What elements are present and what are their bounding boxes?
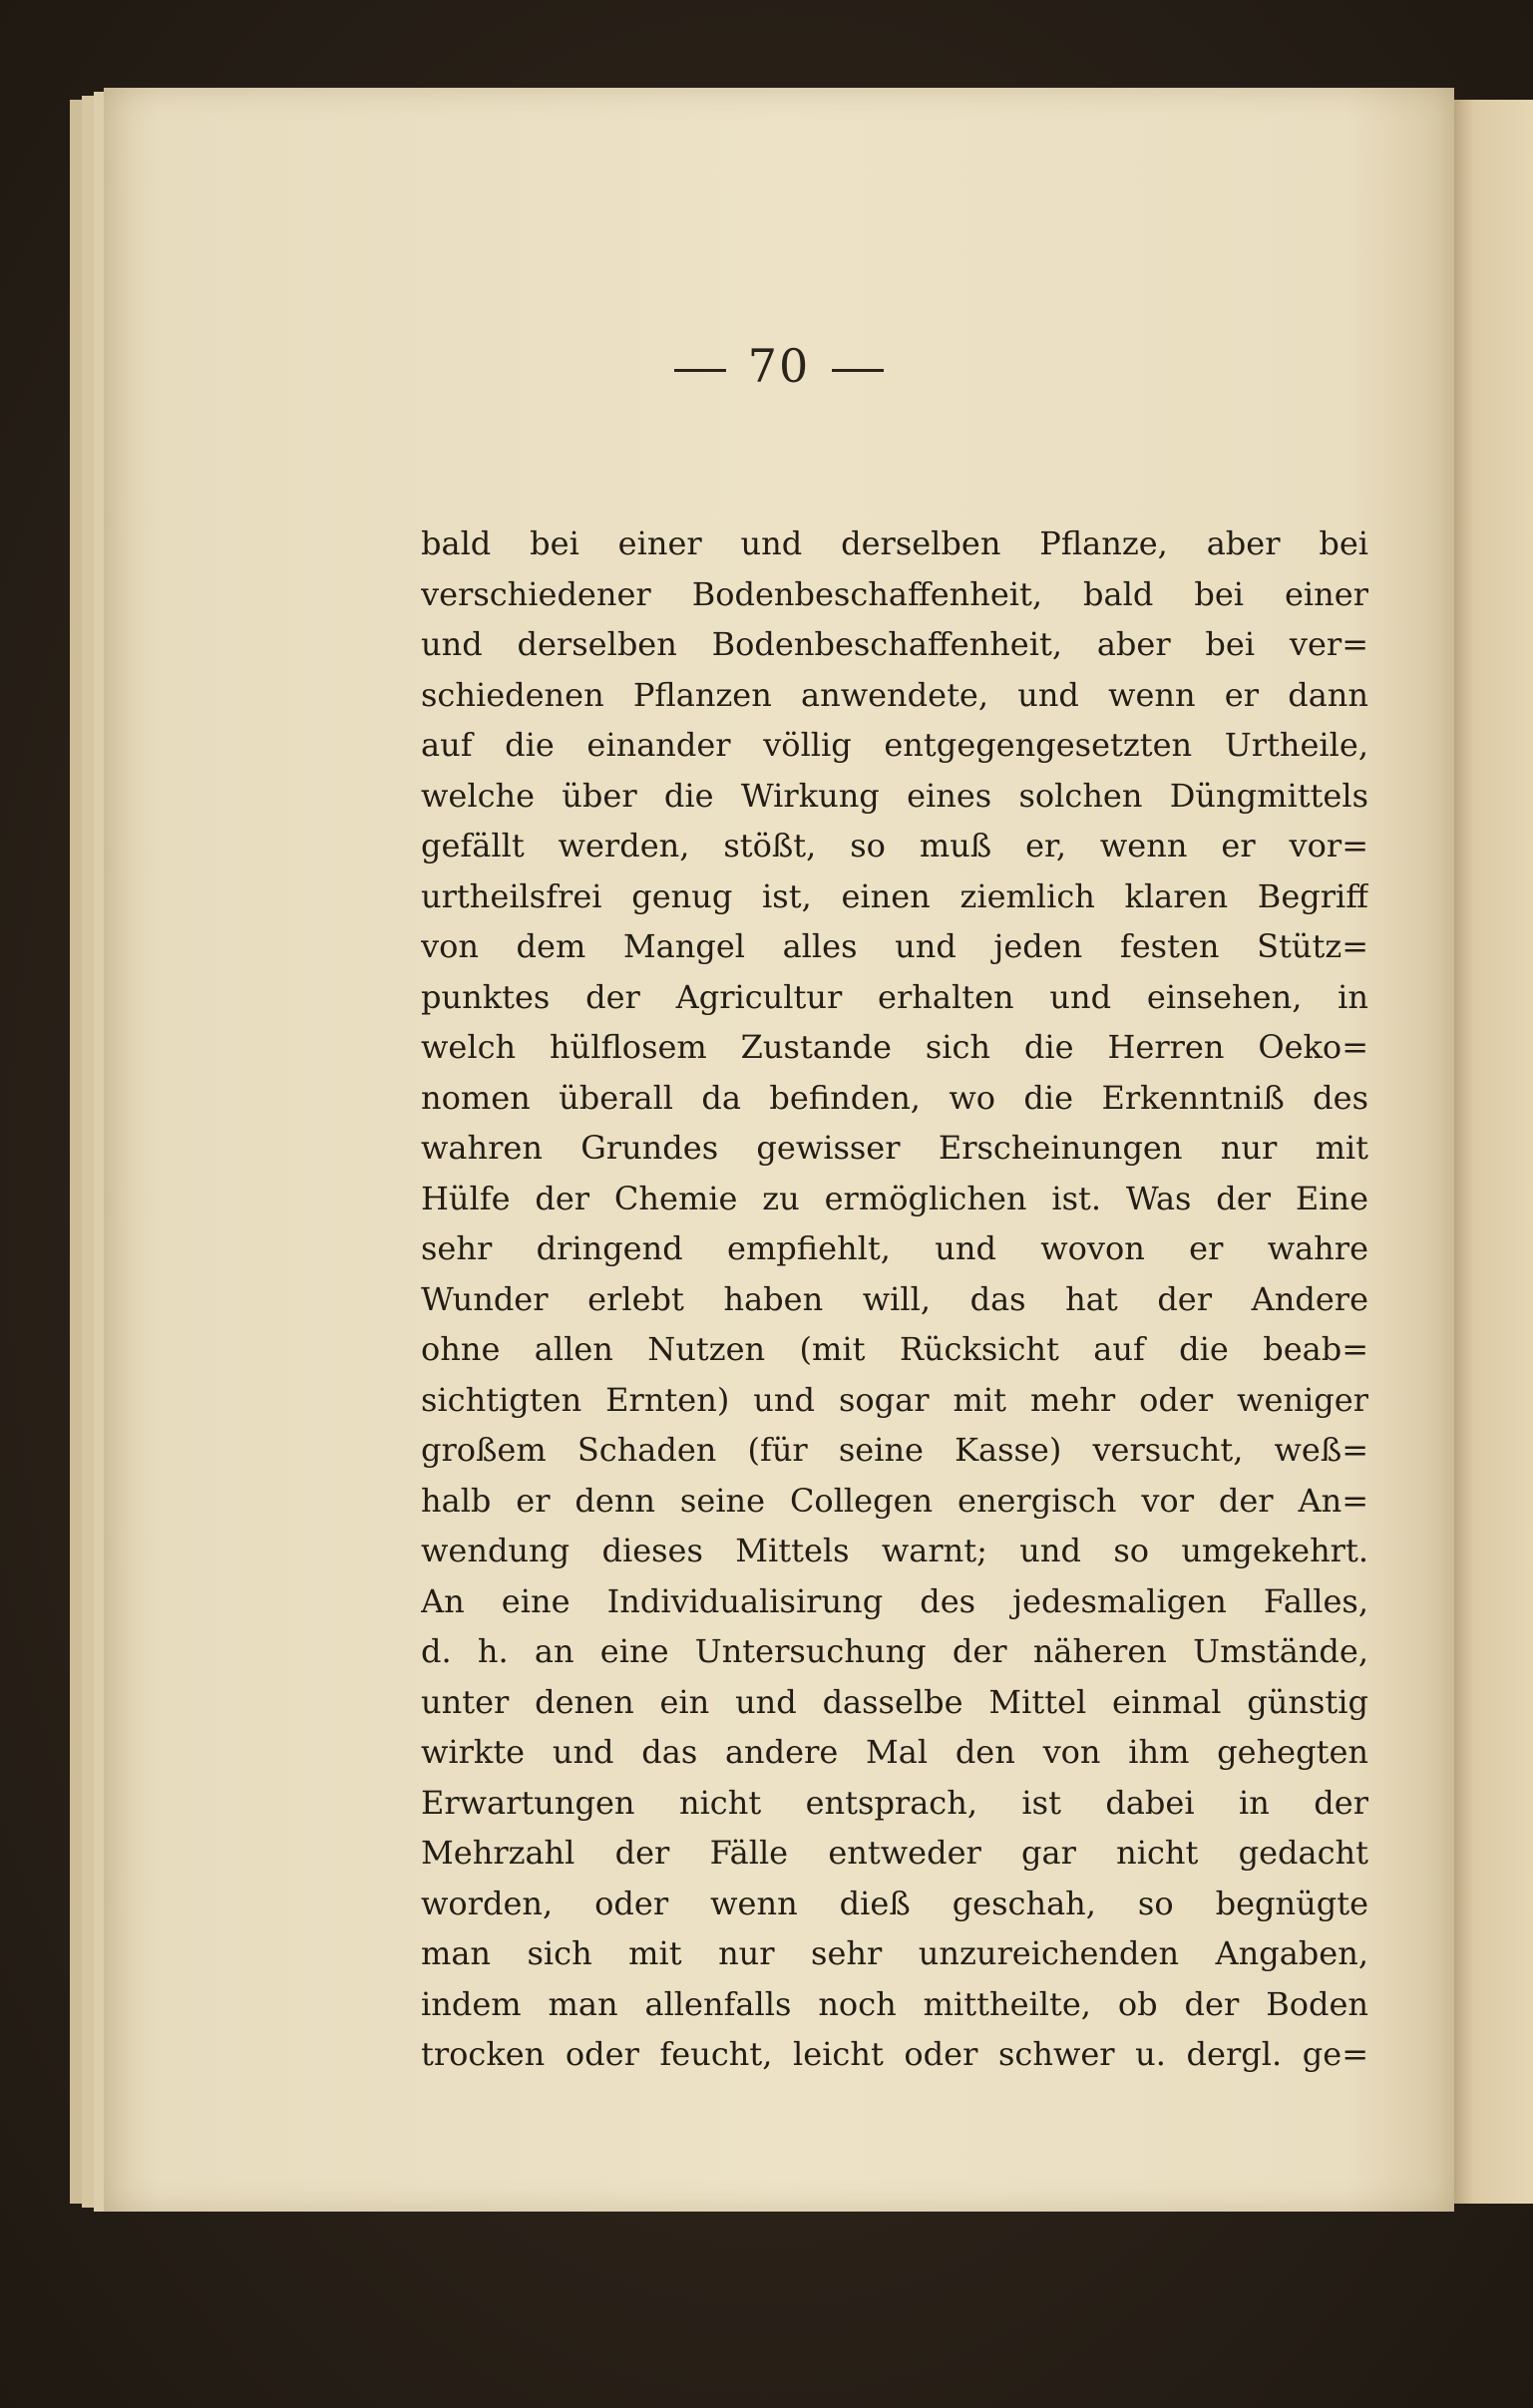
text-line: trocken oder feucht, leicht oder schwer u. dergl. ge=: [421, 2035, 1368, 2073]
text-line: von dem Mangel alles und jeden festen Stütz=: [421, 927, 1368, 965]
header-dash-right: [832, 369, 884, 372]
text-line: An eine Individualisirung des jedesmaligen Falles,: [421, 1581, 1368, 1620]
page-number-header: [104, 339, 1454, 393]
text-line: Mehrzahl der Fälle entweder gar nicht gedacht: [421, 1834, 1368, 1872]
text-line: und derselben Bodenbeschaffenheit, aber bei ver=: [421, 625, 1368, 663]
text-line: wahren Grundes gewisser Erscheinungen nur mit: [421, 1129, 1368, 1167]
text-line: auf die einander völlig entgegengesetzten Urtheile,: [421, 726, 1368, 764]
text-line: nomen überall da befinden, wo die Erkenntniß des: [421, 1078, 1368, 1117]
text-line: verschiedener Bodenbeschaffenheit, bald bei einer: [421, 574, 1368, 613]
text-line: großem Schaden (für seine Kasse) versucht, weß=: [421, 1431, 1368, 1469]
text-line: welche über die Wirkung eines solchen Düngmittels: [421, 776, 1368, 815]
text-line: Wunder erlebt haben will, das hat der Andere: [421, 1279, 1368, 1318]
body-text: [421, 518, 1368, 2080]
text-line: schiedenen Pflanzen anwendete, und wenn er dann: [421, 675, 1368, 714]
adjacent-page: [1451, 100, 1533, 2204]
page-number: 70: [747, 339, 811, 393]
text-line: wendung dieses Mittels warnt; und so umgekehrt.: [421, 1532, 1368, 1569]
text-line: sichtigten Ernten) und sogar mit mehr oder weniger: [421, 1380, 1368, 1419]
text-line: indem man allenfalls noch mittheilte, ob der Boden: [421, 1984, 1368, 2023]
text-line: gefällt werden, stößt, so muß er, wenn er vor=: [421, 827, 1368, 864]
header-dash-left: [674, 369, 726, 372]
text-line: Hülfe der Chemie zu ermöglichen ist. Was der Eine: [421, 1179, 1368, 1217]
text-line: wirkte und das andere Mal den von ihm gehegten: [421, 1733, 1368, 1771]
book-page: [104, 88, 1454, 2212]
text-line: halb er denn seine Collegen energisch vor der An=: [421, 1481, 1368, 1520]
text-line: worden, oder wenn dieß geschah, so begnügte: [421, 1884, 1368, 1922]
text-line: welch hülflosem Zustande sich die Herren Oeko=: [421, 1028, 1368, 1066]
text-line: Erwartungen nicht entsprach, ist dabei in der: [421, 1783, 1368, 1822]
text-line: man sich mit nur sehr unzureichenden Angaben,: [421, 1934, 1368, 1972]
text-line: urtheilsfrei genug ist, einen ziemlich klaren Begriff: [421, 876, 1368, 915]
text-line: d. h. an eine Untersuchung der näheren Umstände,: [421, 1632, 1368, 1670]
text-line: bald bei einer und derselben Pflanze, aber bei: [421, 524, 1368, 562]
text-line: punktes der Agricultur erhalten und einsehen, in: [421, 977, 1368, 1016]
text-line: unter denen ein und dasselbe Mittel einmal günstig: [421, 1682, 1368, 1721]
text-line: sehr dringend empfiehlt, und wovon er wahre: [421, 1229, 1368, 1267]
text-line: ohne allen Nutzen (mit Rücksicht auf die beab=: [421, 1330, 1368, 1368]
